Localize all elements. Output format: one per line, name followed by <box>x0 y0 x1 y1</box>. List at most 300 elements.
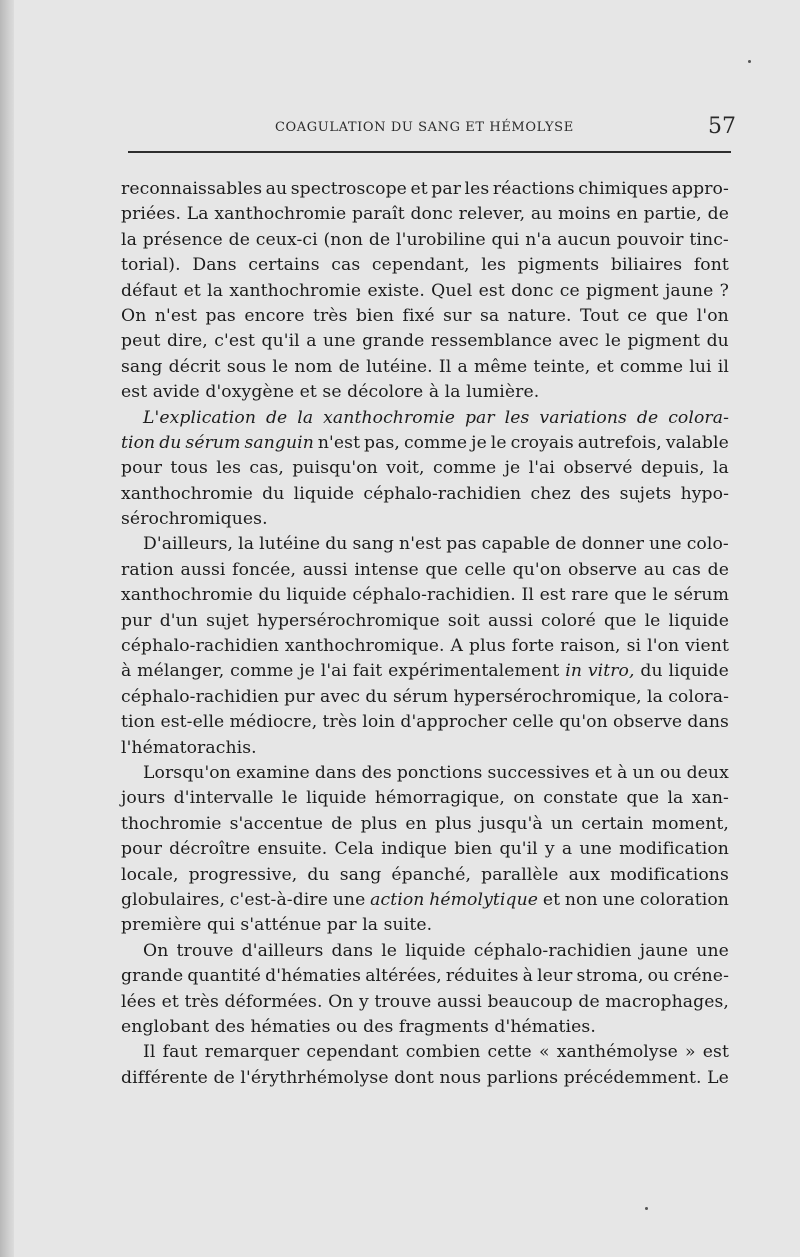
word: d'hématies. <box>494 1016 596 1037</box>
word: ponctions <box>396 762 483 783</box>
text-line <box>121 279 729 304</box>
word: pur <box>284 686 315 707</box>
word: indique <box>381 839 448 860</box>
word: hémorragique, <box>374 788 505 809</box>
body-text <box>121 177 729 1091</box>
word: je <box>504 458 521 479</box>
word: tion <box>121 712 156 733</box>
word: d'approcher <box>400 712 508 733</box>
word: D'ailleurs, <box>143 534 234 555</box>
word: Le <box>707 1067 729 1088</box>
text-line <box>121 964 729 989</box>
word: » <box>685 1042 696 1063</box>
word: sérum <box>673 585 729 606</box>
word: aucun <box>557 229 611 250</box>
page-binding-shadow <box>0 0 14 1257</box>
word: comme <box>432 458 497 479</box>
text-line <box>121 1066 729 1091</box>
word: fixé <box>402 305 435 326</box>
text-line <box>121 685 729 710</box>
word: bien <box>355 305 395 326</box>
word: au <box>530 204 553 225</box>
word: des <box>361 762 392 783</box>
text-line <box>121 634 729 659</box>
word: progressive, <box>188 864 298 885</box>
word: qu'on <box>559 712 608 733</box>
word: a <box>457 356 468 377</box>
text-line <box>121 812 729 837</box>
word: colora- <box>668 686 729 707</box>
text-line <box>121 431 729 456</box>
word: est <box>702 1042 729 1063</box>
word: raison, <box>560 636 621 657</box>
word: spectroscope <box>290 179 407 199</box>
word: avide <box>152 382 200 403</box>
text-line <box>121 913 729 938</box>
word: plus <box>469 636 506 657</box>
word: (non <box>323 229 364 250</box>
word: parlions <box>486 1067 559 1088</box>
word: leur <box>537 966 573 987</box>
word: pour <box>121 839 163 860</box>
word: expérimentalement <box>388 661 560 682</box>
word: présence <box>142 229 223 250</box>
word: l'on <box>696 305 729 326</box>
word: Il <box>521 585 534 606</box>
word: hématies <box>250 1016 331 1037</box>
word: médiocre, <box>229 712 318 733</box>
word: l'on <box>647 636 680 657</box>
word: plus <box>360 813 398 834</box>
word: depuis, <box>640 458 705 479</box>
word: pigment <box>627 331 701 352</box>
word: de <box>228 229 250 250</box>
word: lui <box>689 356 712 377</box>
word: modifications <box>610 864 729 885</box>
word: non <box>564 889 598 910</box>
word: qui <box>491 229 520 250</box>
text-line <box>121 532 729 557</box>
text-line <box>121 456 729 481</box>
word: et <box>161 991 179 1012</box>
word: en <box>405 813 427 834</box>
text-line <box>121 228 729 253</box>
word: y <box>359 991 369 1012</box>
word: font <box>693 255 729 276</box>
word: des <box>580 483 611 504</box>
word: à <box>522 966 533 987</box>
word: combien <box>405 1042 481 1063</box>
word: épanché, <box>391 864 472 885</box>
text-line <box>121 583 729 608</box>
word: hypersérochromique, <box>453 686 642 707</box>
word: aussi <box>487 610 533 631</box>
word: puisqu'on <box>292 458 378 479</box>
word: sujet <box>206 610 249 631</box>
word: dire, <box>167 331 208 352</box>
word: la <box>297 407 314 428</box>
text-line <box>121 558 729 583</box>
word: déformées. <box>224 991 323 1012</box>
word: jaune <box>639 940 689 961</box>
word: colo- <box>686 534 729 555</box>
word: xanthochromie <box>121 483 253 504</box>
text-line <box>121 177 729 202</box>
word: a <box>561 839 573 860</box>
word: une <box>332 889 366 910</box>
word: ou <box>659 762 682 783</box>
word: examine <box>235 762 310 783</box>
word: ou <box>647 966 670 987</box>
word: d'un <box>159 610 198 631</box>
word: s'accentue <box>229 813 324 834</box>
word: nom <box>294 356 333 377</box>
word: appro- <box>671 179 729 199</box>
word: lées <box>121 991 157 1012</box>
word: Il <box>438 356 452 377</box>
word: aussi <box>436 991 482 1012</box>
word: et <box>299 382 317 403</box>
word: coloration <box>639 889 729 910</box>
text-line <box>121 863 729 888</box>
word: chimiques <box>578 179 669 199</box>
word: L'explication <box>143 407 256 428</box>
word: liquide <box>286 585 347 606</box>
word: grande <box>362 331 425 352</box>
word: qu'il <box>499 839 538 860</box>
word: la <box>207 280 224 301</box>
word: que <box>614 585 647 606</box>
word: Lorsqu'on <box>143 762 231 783</box>
word: On <box>143 940 169 961</box>
word: les <box>504 407 530 428</box>
word: jusqu'à <box>479 813 543 834</box>
word: et <box>596 356 614 377</box>
word: cette <box>487 1042 532 1063</box>
word: observe <box>568 559 638 580</box>
word: se <box>322 382 342 403</box>
word: dont <box>394 1067 434 1088</box>
word: défaut <box>121 280 178 301</box>
word: Dans <box>192 255 237 276</box>
word: le <box>644 610 661 631</box>
word: réactions <box>492 179 575 199</box>
word: constate <box>543 788 619 809</box>
word: ? <box>719 280 729 301</box>
word: englobant <box>121 1016 210 1037</box>
text-line <box>121 304 729 329</box>
word: partie, <box>643 204 702 225</box>
text-line <box>121 355 729 380</box>
word: la <box>121 229 137 250</box>
word: hémolytique <box>429 889 539 910</box>
word: colora- <box>668 407 729 428</box>
word: et <box>542 889 561 910</box>
word: reconnaissables <box>121 179 263 199</box>
word: hypo- <box>680 483 729 504</box>
word: pour <box>121 458 163 479</box>
word: réduites <box>445 966 519 987</box>
text-line <box>121 761 729 786</box>
word: Tout <box>580 305 619 326</box>
word: très <box>184 991 219 1012</box>
word: le <box>281 788 298 809</box>
word: variations <box>539 407 627 428</box>
word: des <box>363 1016 394 1037</box>
word: lumière. <box>466 382 540 403</box>
word: ressemblance <box>430 331 553 352</box>
word: du <box>365 686 388 707</box>
word: de <box>636 407 659 428</box>
word: l'hématorachis. <box>121 737 257 758</box>
word: les <box>464 179 490 199</box>
word: grande <box>121 966 184 987</box>
word: jaune <box>664 280 714 301</box>
word: l'ai <box>528 458 555 479</box>
word: c'est <box>214 331 256 352</box>
word: est-elle <box>160 712 225 733</box>
text-line <box>121 202 729 227</box>
word: Quel <box>431 280 473 301</box>
word: stroma, <box>576 966 644 987</box>
word: sous <box>226 356 267 377</box>
word: pigments <box>517 255 600 276</box>
word: d'intervalle <box>173 788 274 809</box>
word: que <box>425 559 458 580</box>
text-line <box>121 609 729 634</box>
word: pur <box>121 610 152 631</box>
word: n'est <box>154 305 198 326</box>
word: xanthochromie <box>229 280 362 301</box>
text-line <box>121 837 729 862</box>
word: On <box>328 991 354 1012</box>
word: pigment <box>586 280 659 301</box>
word: soit <box>447 610 480 631</box>
word: sa <box>479 305 500 326</box>
running-title: COAGULATION DU SANG ET HÉMOLYSE <box>275 120 574 135</box>
word: torial). <box>121 255 181 276</box>
word: foncée, <box>232 559 297 580</box>
word: en <box>616 204 638 225</box>
text-line <box>121 786 729 811</box>
word: est <box>539 585 566 606</box>
word: de <box>707 204 729 225</box>
word: altérées, <box>365 966 442 987</box>
word: quantité <box>187 966 262 987</box>
word: moment, <box>651 813 729 834</box>
word: du <box>262 483 285 504</box>
word: liquide <box>668 661 729 682</box>
word: est <box>121 382 148 403</box>
word: décroître <box>169 839 251 860</box>
word: sérum <box>185 432 241 453</box>
word: existe. <box>367 280 425 301</box>
word: même <box>473 356 528 377</box>
word: l'urobiline <box>396 229 486 250</box>
word: ensuite. <box>257 839 328 860</box>
word: d'oxygène <box>205 382 295 403</box>
word: si <box>626 636 642 657</box>
word: un <box>632 762 655 783</box>
word: que <box>603 610 637 631</box>
word: fait <box>352 661 383 682</box>
word: on <box>513 788 535 809</box>
word: et <box>594 762 613 783</box>
word: cas <box>671 559 701 580</box>
word: ceux-ci <box>255 229 318 250</box>
word: forte <box>511 636 555 657</box>
word: du <box>258 585 281 606</box>
word: les <box>216 458 242 479</box>
word: lutéine <box>259 534 321 555</box>
word: sujets <box>619 483 672 504</box>
word: trouve <box>176 940 234 961</box>
text-line <box>121 482 729 507</box>
paper-speck <box>645 1207 648 1210</box>
word: qu'on <box>512 559 562 580</box>
word: l'érythrhémolyse <box>240 1067 389 1088</box>
text-line <box>121 380 729 405</box>
word: tinc- <box>689 229 729 250</box>
word: vient <box>685 636 729 657</box>
word: nature. <box>507 305 572 326</box>
word: la <box>646 686 663 707</box>
word: cependant <box>306 1042 399 1063</box>
word: de <box>265 407 288 428</box>
word: l'ai <box>320 661 348 682</box>
word: tous <box>170 458 208 479</box>
word: aussi <box>180 559 226 580</box>
word: remarquer <box>204 1042 300 1063</box>
word: de <box>368 229 391 250</box>
word: n'a <box>525 229 552 250</box>
word: liquide <box>306 788 367 809</box>
word: trouve <box>374 991 432 1012</box>
word: priées. <box>121 204 182 225</box>
word: la <box>444 382 461 403</box>
word: ce <box>627 305 648 326</box>
word: croyais <box>510 432 574 453</box>
word: dans <box>331 940 374 961</box>
word: nous <box>439 1067 482 1088</box>
word: pouvoir <box>616 229 684 250</box>
word: globulaires, <box>121 889 226 910</box>
word: La <box>186 204 209 225</box>
word: parallèle <box>481 864 559 885</box>
word: n'est <box>317 432 361 453</box>
word: céphalo-rachidien <box>121 636 279 657</box>
word: une <box>696 940 729 961</box>
word: sang <box>352 534 395 555</box>
word: certains <box>248 255 320 276</box>
text-line <box>121 939 729 964</box>
word: in <box>565 661 582 682</box>
word: une <box>323 331 356 352</box>
word: A <box>450 636 464 657</box>
word: une <box>579 839 612 860</box>
word: un <box>550 813 574 834</box>
word: ou <box>336 1016 358 1037</box>
word: de <box>578 991 600 1012</box>
word: du <box>640 661 663 682</box>
word: sang <box>339 864 382 885</box>
word: locale, <box>121 864 179 885</box>
word: le <box>272 356 289 377</box>
word: bien <box>454 839 493 860</box>
word: du <box>325 534 348 555</box>
word: encore <box>244 305 305 326</box>
word: très <box>312 305 348 326</box>
text-line <box>121 736 729 761</box>
word: coloré <box>541 610 596 631</box>
word: de <box>555 534 577 555</box>
word: sérum <box>392 686 449 707</box>
word: et <box>410 179 428 199</box>
word: xanthochromie <box>121 585 253 606</box>
text-line <box>121 253 729 278</box>
word: céphalo-rachidien <box>473 940 632 961</box>
word: vitro, <box>587 661 635 682</box>
word: a <box>306 331 317 352</box>
word: teinte, <box>533 356 591 377</box>
word: pas, <box>364 432 400 453</box>
word: modification <box>619 839 729 860</box>
word: « <box>538 1042 550 1063</box>
word: qu'il <box>261 331 300 352</box>
word: faut <box>162 1042 198 1063</box>
word: que <box>655 305 689 326</box>
word: décolore <box>347 382 424 403</box>
word: avec <box>320 686 361 707</box>
word: cas <box>331 255 361 276</box>
word: ration <box>121 559 174 580</box>
word: thochromie <box>121 813 222 834</box>
word: suite. <box>383 915 433 936</box>
word: macrophages, <box>605 991 729 1012</box>
word: liquide <box>293 483 355 504</box>
word: voit, <box>386 458 425 479</box>
word: du <box>159 432 182 453</box>
word: de <box>707 559 729 580</box>
word: deux <box>686 762 729 783</box>
word: xanthochromie <box>214 204 347 225</box>
word: sanguin <box>244 432 314 453</box>
word: céphalo-rachidien <box>363 483 522 504</box>
word: le <box>490 432 507 453</box>
word: action <box>370 889 425 910</box>
word: au <box>265 179 288 199</box>
word: sur <box>443 305 472 326</box>
word: précédemment. <box>563 1067 702 1088</box>
word: par <box>326 915 357 936</box>
text-line <box>121 507 729 532</box>
word: observe <box>613 712 683 733</box>
word: le <box>652 585 669 606</box>
word: aussi <box>302 559 348 580</box>
word: plus <box>434 813 472 834</box>
word: et <box>183 280 201 301</box>
word: je <box>471 432 487 453</box>
word: est <box>478 280 505 301</box>
word: chez <box>530 483 571 504</box>
word: celle <box>512 712 554 733</box>
text-line <box>121 990 729 1015</box>
word: céphalo-rachidien. <box>352 585 516 606</box>
word: du <box>307 864 330 885</box>
word: par <box>464 407 495 428</box>
word: autrefois, <box>577 432 662 453</box>
word: beaucoup <box>487 991 573 1012</box>
